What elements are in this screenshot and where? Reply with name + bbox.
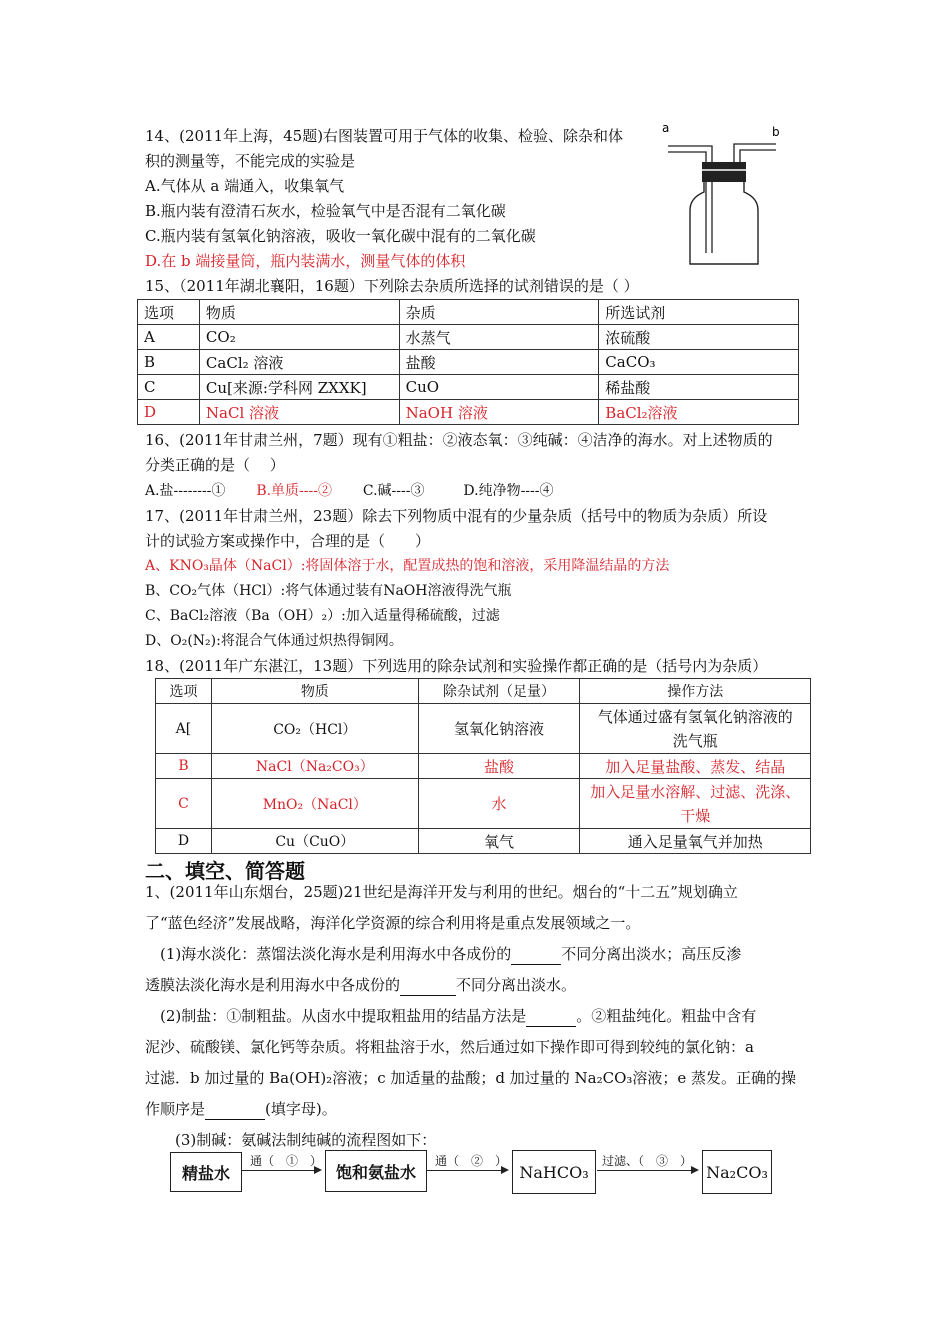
table-header-cell: 操作方法 [580,679,811,704]
text: 不同分离出淡水；高压反渗 [561,945,742,963]
q16-option-a: A.盐--------① [145,483,226,499]
table-cell: D [156,829,212,854]
table-cell: 稀盐酸 [599,375,799,400]
q17-option-c: C、BaCl₂溶液（Ba（OH）₂）:加入适量得稀硫酸，过滤 [145,608,500,624]
q16-option-b: B.单质----② [256,483,332,499]
gas-bottle-figure [660,118,785,268]
table-header-cell: 选项 [138,300,200,325]
table-header-row [138,300,799,325]
s2-p1-line1 [160,944,741,965]
q17-line2: 计的试验方案或操作中，合理的是（ ） [145,532,431,550]
table-row [138,325,799,350]
q14-line2: 积的测量等，不能完成的实验是 [145,152,356,170]
s2-p2-line4 [145,1099,337,1120]
q16-option-d: D.纯净物----④ [463,483,554,499]
table-cell [580,779,811,829]
text: 不同分离出淡水。 [456,976,577,994]
s2-p2-line1 [160,1006,756,1027]
s2-q1-line2: 了“蓝色经济”发展战略，海洋化学资源的综合利用将是重点发展领域之一。 [145,914,641,932]
q14-line1: 14、(2011年上海，45题)右图装置可用于气体的收集、检验、除杂和体 [145,127,624,145]
s2-p1-line2 [145,975,576,996]
table-cell: CaCO₃ [599,350,799,375]
table-cell: Cu（CuO） [211,829,418,854]
table-cell: 加入足量盐酸、蒸发、结晶 [580,754,811,779]
table-cell: NaOH 溶液 [399,400,599,425]
flow-arrow-label-2: 通（ ② ） [435,1154,508,1168]
q18-title: 18、(2011年广东湛江，13题）下列选用的除杂试剂和实验操作都正确的是（括号内为杂质） [145,657,768,675]
q14-option-c: C.瓶内装有氢氧化钠溶液，吸收一氧化碳中混有的二氧化碳 [145,227,536,245]
table-cell: C [156,779,212,829]
table-cell: B [138,350,200,375]
answer-blank-3[interactable] [526,1006,576,1027]
table-cell: B [156,754,212,779]
q15-title: 15、（2011年湖北襄阳，16题）下列除去杂质所选择的试剂错误的是（ ） [145,277,639,295]
q17-option-d: D、O₂(N₂):将混合气体通过炽热得铜网。 [145,633,403,649]
flow-box-4: Na₂CO₃ [702,1150,772,1194]
table-cell: A[ [156,704,212,754]
q15-table [137,299,799,425]
table-row-answer [138,400,799,425]
flow-arrow-1 [242,1170,320,1171]
text: (2)制盐：①制粗盐。从卤水中提取粗盐用的结晶方法是 [160,1007,527,1025]
table-cell: CO₂ [199,325,399,350]
s2-p2-line2: 泥沙、硫酸镁、氯化钙等杂质。将粗盐溶于水，然后通过如下操作即可得到较纯的氯化钠：a [145,1038,754,1056]
text: (1)海水淡化：蒸馏法淡化海水是利用海水中各成份的 [160,945,512,963]
table-cell: A [138,325,200,350]
table-header-cell: 杂质 [399,300,599,325]
table-cell: 通入足量氧气并加热 [580,829,811,854]
cell-line: 洗气瓶 [672,731,718,750]
flow-arrow-label-3: 过滤、（ ③ ） [602,1154,693,1168]
s2-q1-line1: 1、(2011年山东烟台，25题)21世纪是海洋开发与利用的世纪。烟台的“十二五”规划确立 [145,883,738,901]
table-cell: 氧气 [418,829,580,854]
table-header-cell: 物质 [211,679,418,704]
table-row-answer [156,754,811,779]
table-cell: C [138,375,200,400]
table-row [156,704,811,754]
table-cell: Cu[来源:学科网 ZXXK] [199,375,399,400]
q17-option-a: A、KNO₃晶体（NaCl）:将固体溶于水，配置成热的饱和溶液，采用降温结晶的方法 [145,558,670,574]
table-cell: 盐酸 [399,350,599,375]
table-cell: NaCl（Na₂CO₃） [211,754,418,779]
flow-arrow-3 [597,1170,697,1171]
q16-line2: 分类正确的是（ ） [145,456,285,474]
table-header-row [156,679,811,704]
text: (填字母)。 [265,1100,337,1118]
s2-p2-line3: 过滤．b 加过量的 Ba(OH)₂溶液；c 加适量的盐酸；d 加过量的 Na₂CO₃溶液；e 蒸发。正确的操 [145,1069,797,1087]
text: 。②粗盐纯化。粗盐中含有 [576,1007,757,1025]
table-row-answer [156,779,811,829]
flow-box-1: 精盐水 [170,1152,242,1192]
q16-option-c: C.碱----③ [362,483,425,499]
table-cell: 氢氧化钠溶液 [418,704,580,754]
label-a: a [662,121,670,135]
q18-table [155,678,811,854]
table-cell: 水 [418,779,580,829]
table-cell: CaCl₂ 溶液 [199,350,399,375]
table-cell: 水蒸气 [399,325,599,350]
table-cell: D [138,400,200,425]
table-header-cell: 选项 [156,679,212,704]
s2-p3: (3)制碱：氨碱法制纯碱的流程图如下： [175,1131,437,1149]
flow-box-3: NaHCO₃ [512,1150,596,1194]
q14-option-a: A.气体从 a 端通入，收集氧气 [145,177,345,195]
table-cell [580,704,811,754]
answer-blank-2[interactable] [400,975,456,996]
q14-option-d: D.在 b 端接量筒，瓶内装满水，测量气体的体积 [145,252,466,270]
q17-line1: 17、(2011年甘肃兰州，23题）除去下列物质中混有的少量杂质（括号中的物质为杂质）所设 [145,507,768,525]
label-b: b [772,125,780,139]
q14-option-b: B.瓶内装有澄清石灰水，检验氧气中是否混有二氧化碳 [145,202,506,220]
answer-blank-4[interactable] [205,1099,265,1120]
table-cell: BaCl₂溶液 [599,400,799,425]
cell-line: 干燥 [680,806,711,825]
q16-options [145,481,554,501]
table-cell: CO₂（HCl） [211,704,418,754]
text: 透膜法淡化海水是利用海水中各成份的 [145,976,401,994]
table-cell: MnO₂（NaCl） [211,779,418,829]
q17-option-b: B、CO₂气体（HCl）:将气体通过装有NaOH溶液得洗气瓶 [145,583,512,599]
table-cell: CuO [399,375,599,400]
table-cell: NaCl 溶液 [199,400,399,425]
table-row [156,829,811,854]
flow-arrow-label-1: 通（ ① ） [250,1154,323,1168]
table-row [138,350,799,375]
answer-blank-1[interactable] [511,944,561,965]
table-cell: 盐酸 [418,754,580,779]
flow-box-2: 饱和氨盐水 [325,1150,427,1192]
table-header-cell: 所选试剂 [599,300,799,325]
section-title: 二、填空、简答题 [145,859,305,883]
flow-arrow-2 [427,1170,507,1171]
table-header-cell: 物质 [199,300,399,325]
table-row [138,375,799,400]
table-cell: 浓硫酸 [599,325,799,350]
table-header-cell: 除杂试剂（足量） [418,679,580,704]
q16-line1: 16、(2011年甘肃兰州，7题）现有①粗盐：②液态氧：③纯碱：④洁净的海水。对上述物质的 [145,431,773,449]
text: 作顺序是 [145,1100,206,1118]
cell-line: 加入足量水溶解、过滤、洗涤、 [590,782,801,801]
cell-line: 气体通过盛有氢氧化钠溶液的 [597,707,793,726]
